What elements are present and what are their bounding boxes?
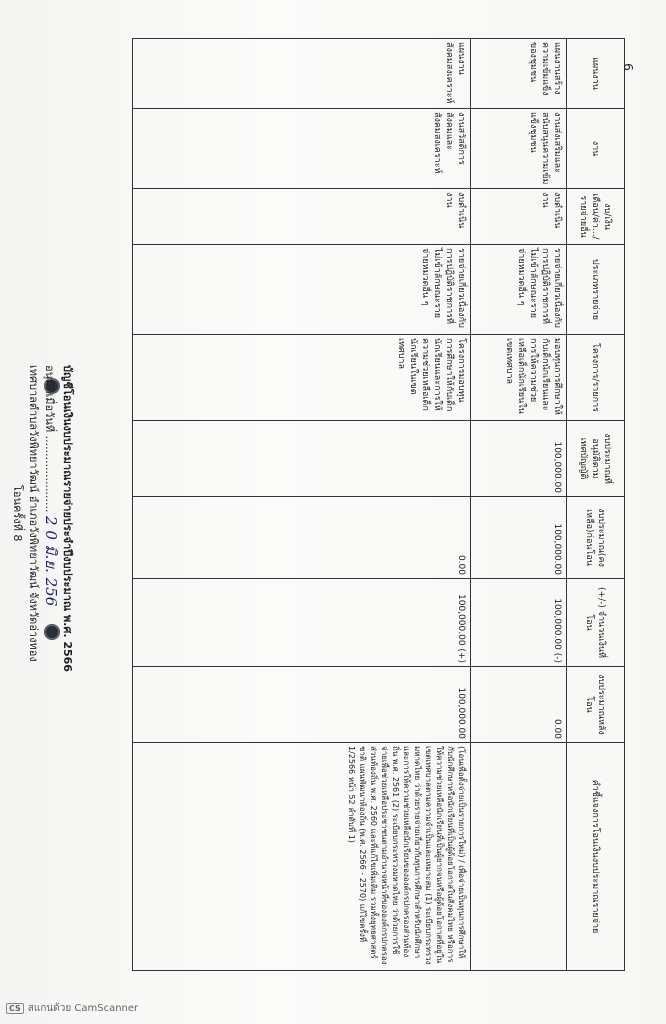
cell-work: งานสวัสดิการสังคมและสังคมสงเคราะห์ — [133, 109, 471, 189]
cell-approved — [133, 421, 471, 497]
organization-name: เทศบาลตำบลวังพิทยาวัฒน์ อำเภอวังพิทยาวัฒน์ จังหวัดอ่างทอง — [27, 365, 40, 662]
header-approved-budget: งบประมาณที่อนุมัติตามเทศบัญญัติ — [567, 421, 625, 497]
cell-before: 100,000.00 — [471, 497, 567, 579]
cell-note — [471, 743, 567, 971]
cell-plan: แผนงานสังคมสงเคราะห์ — [133, 39, 471, 109]
cell-change — [471, 579, 567, 667]
change-amount: 100,000.00 — [456, 594, 466, 646]
cell-after: 100,000.00 — [133, 667, 471, 743]
camscanner-logo-icon: CS — [6, 1003, 24, 1014]
transfer-number: โอนครั้งที่ 8 — [11, 485, 24, 542]
transfer-table — [132, 38, 625, 970]
change-sign: (-) — [552, 652, 562, 663]
cell-approved: 100,000.00 — [471, 421, 567, 497]
scanner-footer — [6, 1001, 138, 1016]
cell-before: 0.00 — [133, 497, 471, 579]
cell-after: 0.00 — [471, 667, 567, 743]
approval-date: 2 0 มิ.ย. 256 — [42, 516, 60, 607]
header-plan: แผนงาน — [567, 39, 625, 109]
header-expense-type: ประเภทรายจ่าย — [567, 245, 625, 335]
header-budget-after: งบประมาณหลังโอน — [567, 667, 625, 743]
cell-type: รายจ่ายเกี่ยวเนื่องกับการปฏิบัติราชการที่ไม่เข้าลักษณะรายจ่ายหมวดอื่น ๆ — [133, 245, 471, 335]
change-amount: 100,000.00 — [552, 598, 562, 650]
scanner-footer-text: สแกนด้วย CamScanner — [27, 1003, 139, 1014]
approval-prefix: อนุมัติเมื่อวันที่ — [43, 365, 56, 433]
table-row — [471, 39, 567, 971]
cell-budget: งบดำเนินงาน — [133, 189, 471, 245]
document-title: บัญชีโอนเงินงบประมาณรายจ่ายประจำปีงบประมาณ พ.ศ. 2566 — [61, 365, 74, 672]
cell-note: (โอนเพื่อตั้งจ่ายเป็นรายการใหม่) / เพื่อจ่ายเป็นทุนการศึกษาให้กับนักศึกษาหรือนักเรียนที่เป็นผู้ด้อยโอกาสในสังคมไทย หรือการให้ความช่วยเหลือนักเรียนที่เป็นผู้ยากจนหรือผู้ด้อยโอกาสที่อยู่ในเขตเทศบาลตามความจำเป็นและเหมาะสม (1) ระเบียบกระทรวงมหาดไทย ว่าด้วยรายจ่ายเกี่ยวกับทุนการศึกษาสำหรับนักศึกษาและการให้ความช่วยเหลือนักเรียนขององค์กรปกครองส่วนท้องถิ่น พ.ศ. 2561 (2) ระเบียบกระทรวงมหาดไทย ว่าด้วยการใช้จ่ายเพื่อช่วยเหลือประชาชนตามอำนาจหน้าที่ขององค์กรปกครองส่วนท้องถิ่น พ.ศ. 2560 และที่แก้ไขเพิ่มเติม รวมทั้งยุทธศาสตร์ชาติ แผนพัฒนาท้องถิ่น (พ.ศ. 2566 - 2570) แก้ไขครั้งที่ 1/2566 หน้า 52 ลำดับที่ 1) — [133, 743, 471, 971]
table-row — [133, 39, 471, 971]
cell-project: มอบทุนการศึกษาให้กับเด็กนักเรียนและการให้ความช่วยเหลือเด็กนักเรียนในเขตเทศบาล — [471, 335, 567, 421]
cell-type: รายจ่ายเกี่ยวเนื่องกับการปฏิบัติราชการที่ไม่เข้าลักษณะรายจ่ายหมวดอื่น ๆ — [471, 245, 567, 335]
cell-work: งานส่งเสริมและสนับสนุนความเข้มแข็งชุมชน — [471, 109, 567, 189]
header-budget-category: งบ/เงินเดือน/ค่า.../รายจ่ายอื่น — [567, 189, 625, 245]
header-work: งาน — [567, 109, 625, 189]
cell-budget: งบดำเนินงาน — [471, 189, 567, 245]
cell-plan: แผนงานสร้างความเข้มแข็งของชุมชน — [471, 39, 567, 109]
cell-project: โครงการมอบทุนการศึกษาให้กับเด็กนักเรียนและการให้ความช่วยเหลือเด็กนักเรียนในเขตเทศบาล — [133, 335, 471, 421]
header-transfer-amount: (+/-) จำนวนเงินที่โอน — [567, 579, 625, 667]
change-sign: (+) — [456, 648, 466, 663]
cell-change — [133, 579, 471, 667]
header-project: โครงการ/รายการ — [567, 335, 625, 421]
approval-line: อนุมัติเมื่อวันที่ ...................... 2 0 มิ.ย. 256 — [42, 365, 60, 607]
header-budget-before: งบประมาณ(คงเหลือ)ก่อนโอน — [567, 497, 625, 579]
document-header — [0, 365, 75, 785]
header-explanation: คำชี้แจงการโอนเงินงบประมาณรายจ่าย — [567, 743, 625, 971]
page-number: 6 — [620, 63, 635, 71]
